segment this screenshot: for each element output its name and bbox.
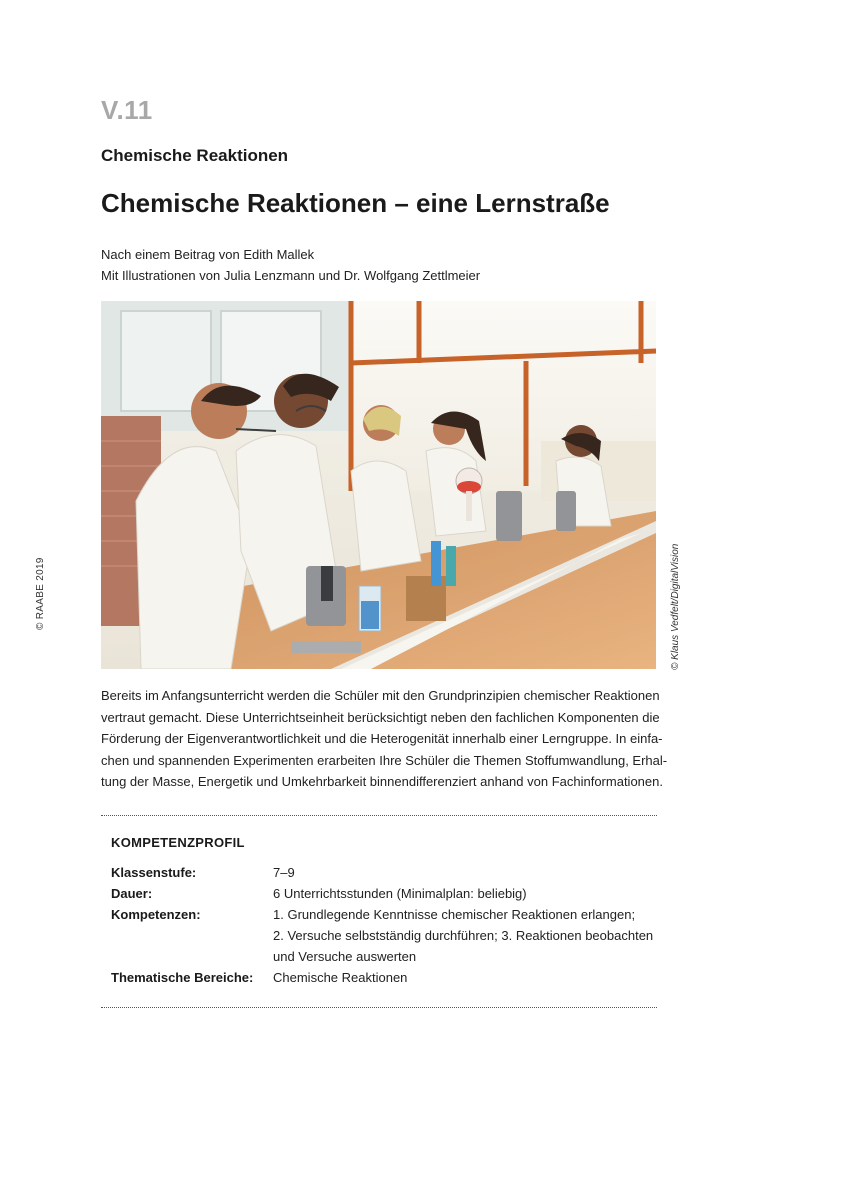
profile-label: Dauer: xyxy=(111,886,153,901)
divider-bottom xyxy=(101,1007,657,1008)
photo-credit: © Klaus Vedfelt/DigitalVision xyxy=(670,543,681,670)
section-title: Chemische Reaktionen xyxy=(101,146,289,165)
profile-value: und Versuche auswerten xyxy=(273,949,417,964)
divider-top xyxy=(101,815,657,816)
copyright-vertical: © RAABE 2019 xyxy=(35,557,46,630)
page-title: Chemische Reaktionen – eine Lernstraße xyxy=(101,188,610,218)
profile-label: Thematische Bereiche: xyxy=(111,970,254,985)
profile-heading: KOMPETENZPROFIL xyxy=(111,835,245,850)
intro-line: Förderung der Eigenverantwortlichkeit und die Heterogenität innerhalb einer Lerngruppe. In einfa- xyxy=(101,731,663,746)
author-line: Nach einem Beitrag von Edith Mallek xyxy=(101,247,315,262)
lab-photo xyxy=(101,301,656,669)
intro-line: tung der Masse, Energetik und Umkehrbarkeit binnendifferenziert anhand von Fachinformationen. xyxy=(101,774,663,789)
illustrators-line: Mit Illustrationen von Julia Lenzmann und Dr. Wolfgang Zettlmeier xyxy=(101,268,481,283)
intro-line: chen und spannenden Experimenten erarbeiten Ihre Schüler die Themen Stoffumwandlung, Erhal- xyxy=(101,752,668,768)
unit-number: V.11 xyxy=(101,95,153,125)
profile-label: Klassenstufe: xyxy=(111,865,197,880)
profile-value: 1. Grundlegende Kenntnisse chemischer Reaktionen erlangen; xyxy=(273,907,636,922)
profile-value: 7–9 xyxy=(273,865,295,880)
profile-label: Kompetenzen: xyxy=(111,907,201,922)
profile-value: 6 Unterrichtsstunden (Minimalplan: beliebig) xyxy=(273,886,527,901)
intro-paragraph xyxy=(101,685,668,793)
profile-value: Chemische Reaktionen xyxy=(273,970,408,985)
profile-value: 2. Versuche selbstständig durchführen; 3. Reaktionen beobachten xyxy=(273,928,654,943)
intro-line: vertraut gemacht. Diese Unterrichtseinheit berücksichtigt neben den fachlichen Komponenten die xyxy=(101,709,660,725)
intro-line: Bereits im Anfangsunterricht werden die Schüler mit den Grundprinzipien chemischer Reaktionen xyxy=(101,688,660,703)
